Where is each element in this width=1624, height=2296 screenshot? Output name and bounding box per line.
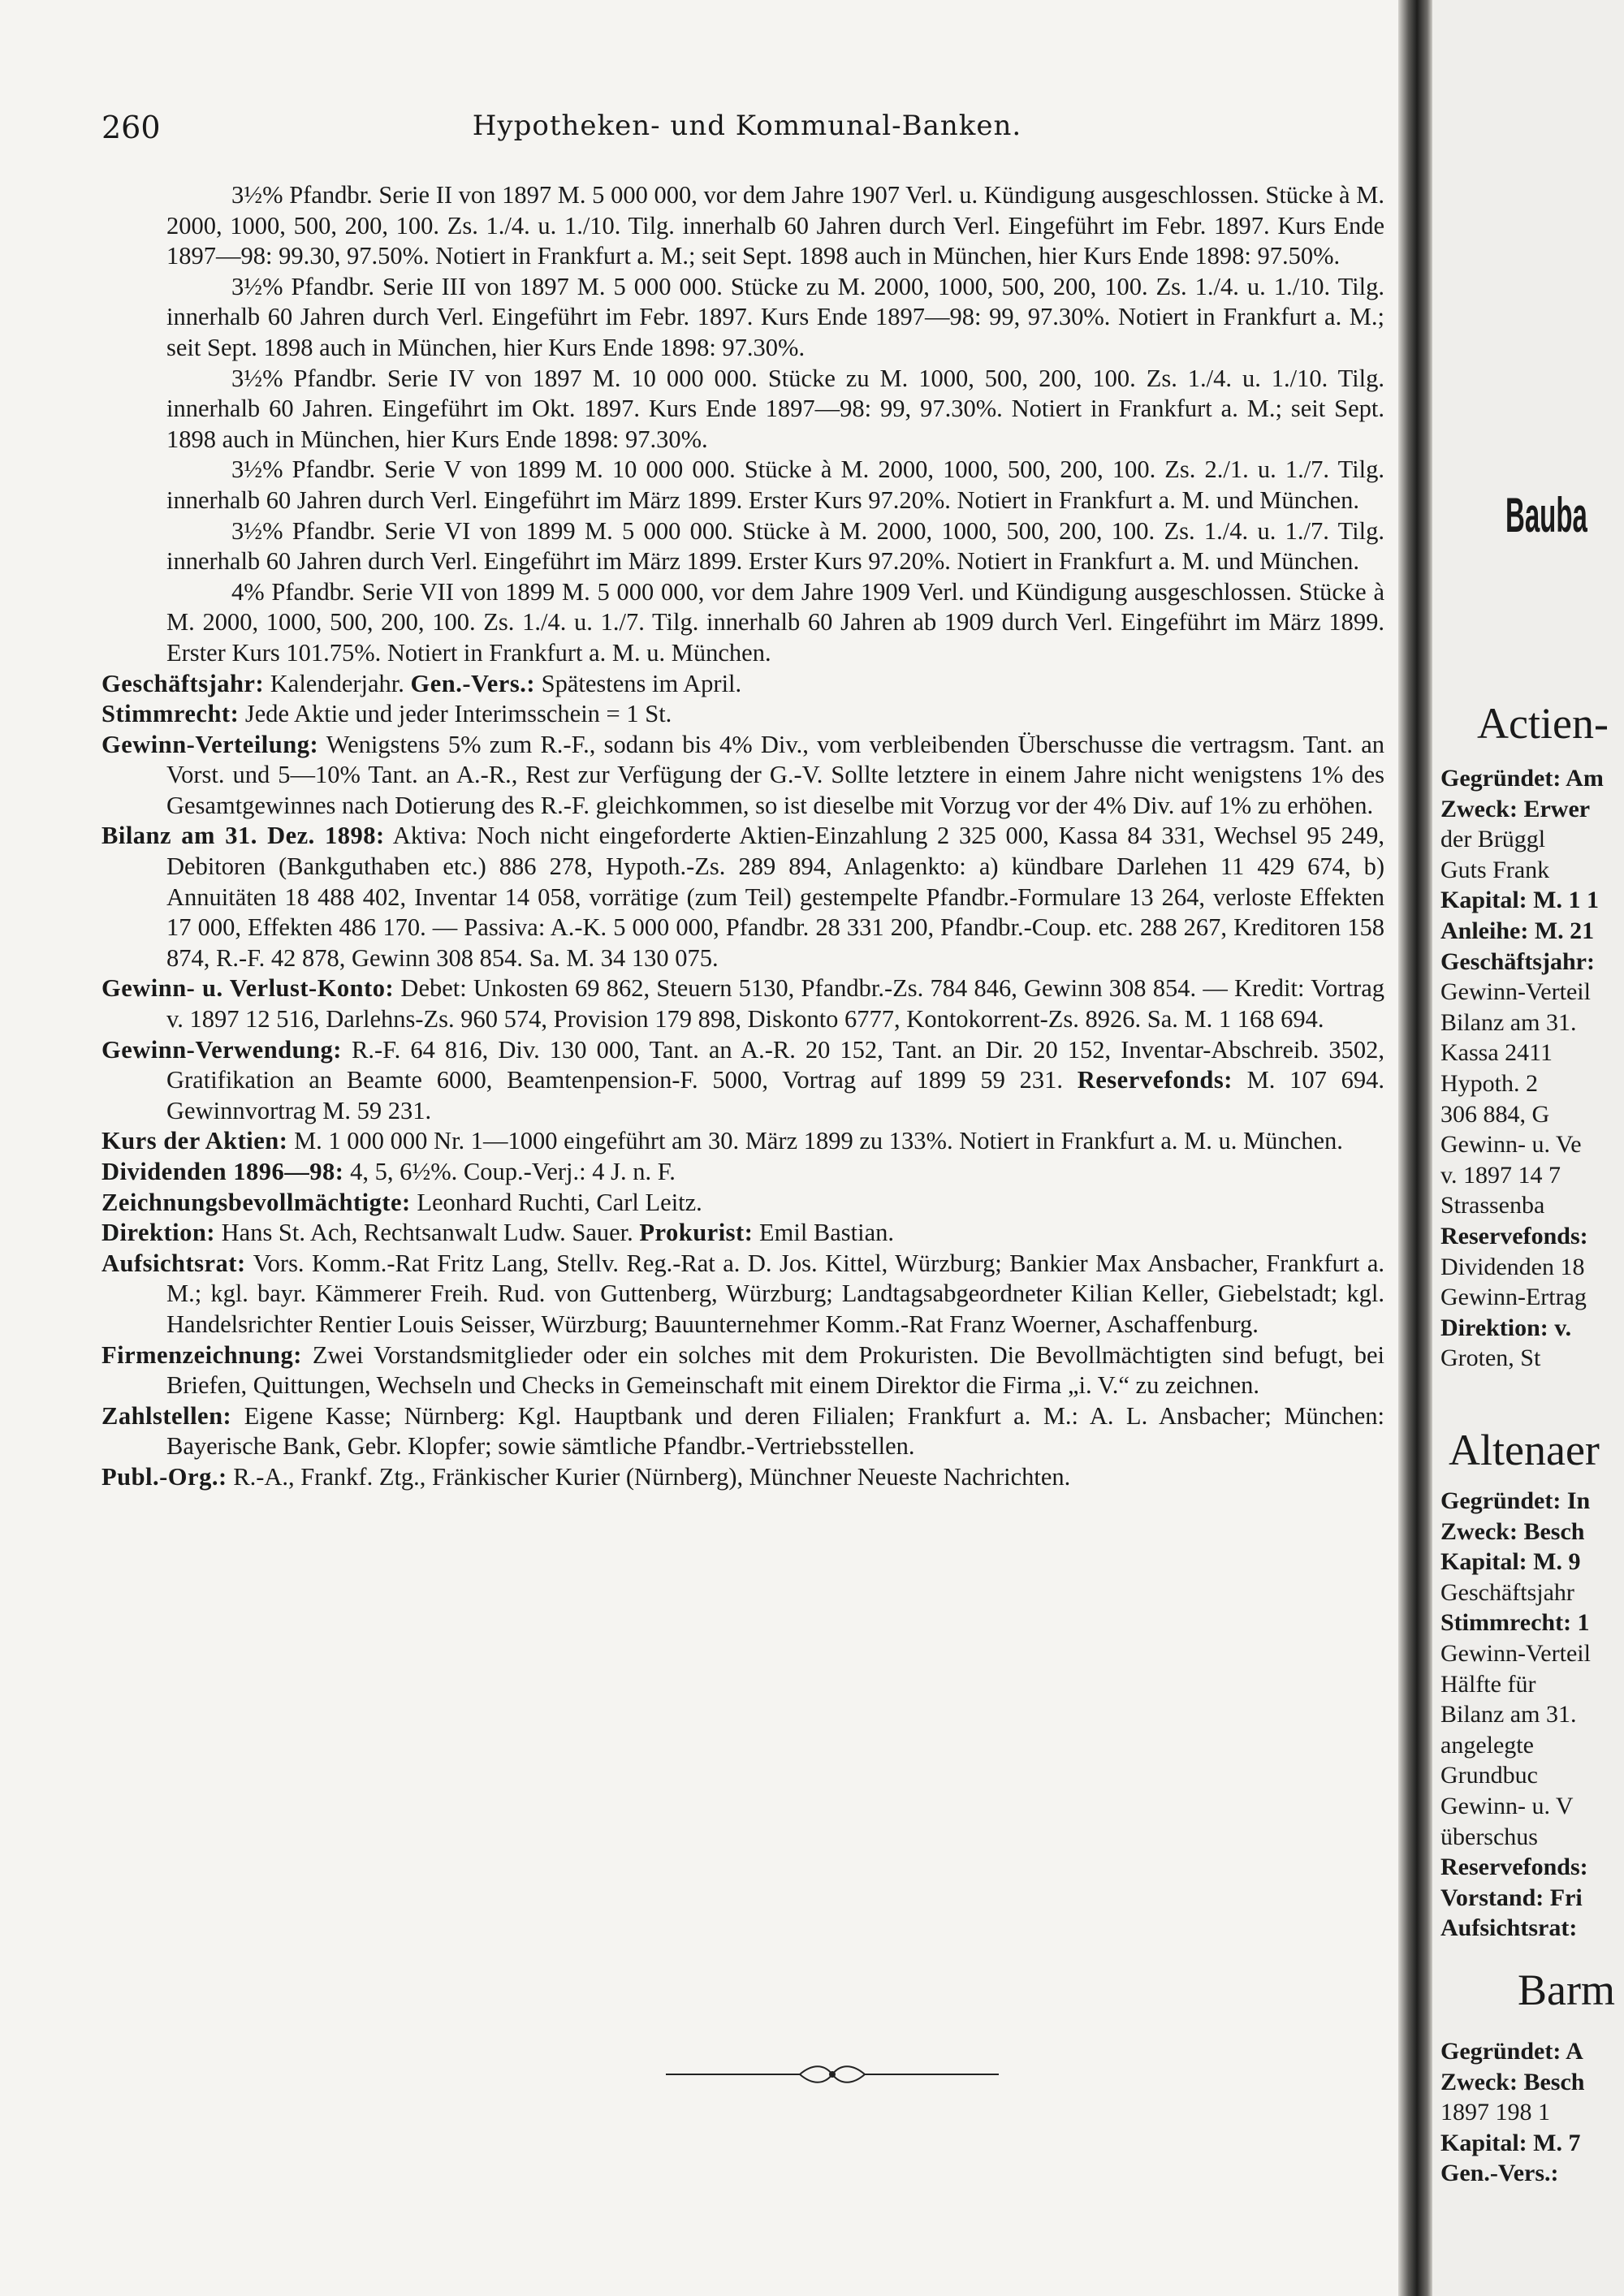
entry-text: M. 1 000 000 Nr. 1—1000 eingeführt am 30. März 1899 zu 133%. Notiert in Frankfurt a. M. u. München. — [294, 1127, 1343, 1155]
entry-label: Zeichnungsbevollmächtigte: — [102, 1188, 411, 1216]
entry-text: R.-A., Frankf. Ztg., Fränkischer Kurier (Nürnberg), Münchner Neueste Nachrichten. — [233, 1462, 1071, 1491]
pfandbrief-serie-3: 3½% Pfandbr. Serie III von 1897 M. 5 000 000. Stücke zu M. 2000, 1000, 500, 200, 100. Zs. 1./4. u. 1./10. Tilg. innerhalb 60 Jahren durch Verl. Eingeführt im Febr. 1897. Kurs Ende 1897—98: 99, 97.30%. Notiert in Frankfurt a. M.; seit Sept. 1898 auch in München, hier Kurs Ende 1898: 97.30%. — [166, 272, 1384, 361]
right-page-line: Aufsichtsrat: — [1440, 1914, 1578, 1942]
entry-label: Gen.-Vers.: — [410, 669, 535, 697]
pfandbrief-serie-2: 3½% Pfandbr. Serie II von 1897 M. 5 000 000, vor dem Jahre 1907 Verl. u. Kündigung ausgeschlossen. Stücke à M. 2000, 1000, 500, 200, 100. Zs. 1./4. u. 1./10. Tilg. innerhalb 60 Jahren durch Verl. Eingeführt im Febr. 1897. Kurs Ende 1897—98: 99.30, 97.50%. Notiert in Frankfurt a. M.; seit Sept. 1898 auch in München, hier Kurs Ende 1898: 97.50%. — [166, 181, 1384, 270]
entry-gewinn-verwendung — [102, 1035, 1384, 1127]
right-page-line: Vorstand: Fri — [1440, 1884, 1583, 1911]
entry-label: Gewinn- u. Verlust-Konto: — [102, 974, 395, 1003]
right-heading-1: Bauba — [1505, 488, 1587, 542]
ornament-divider — [666, 2062, 999, 2087]
entry-text: Leonhard Ruchti, Carl Leitz. — [417, 1188, 702, 1216]
right-heading-2: Actien- — [1477, 699, 1609, 748]
page-number: 260 — [102, 110, 161, 145]
entry-text: Zwei Vorstandsmitglieder oder ein solches mit dem Prokuristen. Die Bevollmächtigten sind befugt, bei Briefen, Quittungen, Wechseln und Checks in Gemeinschaft mit einem Direktor die Firma „i. V.“ zu zeichnen. — [166, 1340, 1385, 1400]
entry-text: Eigene Kasse; Nürnberg: Kgl. Hauptbank und deren Filialen; Frankfurt a. M.: A. L. Ansbacher; München: Bayerische Bank, Gebr. Klopfer; sowie sämtliche Pfandbr.-Vertriebsstellen. — [166, 1401, 1384, 1461]
right-page-line: 306 884, G — [1440, 1100, 1550, 1128]
entry-label: Publ.-Org.: — [102, 1462, 227, 1491]
right-page-line: Groten, St — [1440, 1344, 1541, 1372]
pfandbrief-serie-7: 4% Pfandbr. Serie VII von 1899 M. 5 000 000, vor dem Jahre 1909 Verl. und Kündigung ausgeschlossen. Stücke à M. 2000, 1000, 500, 200, 100. Zs. 1./4. u. 1./7. Tilg. innerhalb 60 Jahren ab 1909 durch Verl. Eingeführt im März 1899. Erster Kurs 101.75%. Notiert in Frankfurt a. M. u. München. — [166, 577, 1384, 667]
entry-bilanz — [102, 821, 1384, 973]
right-page-line: Gewinn- u. Ve — [1440, 1131, 1582, 1159]
right-page-line: Reservefonds: — [1440, 1854, 1588, 1881]
right-page-line: Kapital: M. 9 — [1440, 1548, 1581, 1576]
right-page-line: Gewinn- u. V — [1440, 1793, 1574, 1819]
right-page-line: Gegründet: In — [1440, 1487, 1591, 1514]
entry-label: Bilanz am 31. Dez. 1898: — [102, 822, 385, 850]
pfandbrief-serie-4: 3½% Pfandbr. Serie IV von 1897 M. 10 000 000. Stücke zu M. 1000, 500, 200, 100. Zs. 1./4. u. 1./10. Tilg. innerhalb 60 Jahren. Eingeführt im Okt. 1897. Kurs Ende 1897—98: 99, 97.30%. Notiert in Frankfurt a. M.; seit Sept. 1898 auch in München, hier Kurs Ende 1898: 97.30%. — [166, 364, 1384, 453]
entry-label: Gewinn-Verwendung: — [102, 1035, 342, 1064]
pfandbrief-serie-5: 3½% Pfandbr. Serie V von 1899 M. 10 000 000. Stücke à M. 2000, 1000, 500, 200, 100. Zs. 2./1. u. 1./7. Tilg. innerhalb 60 Jahren durch Verl. Eingeführt im März 1899. Erster Kurs 97.20%. Notiert in Frankfurt a. M. und München. — [166, 455, 1384, 514]
right-page — [1432, 0, 1624, 2296]
right-page-line: Reservefonds: — [1440, 1223, 1588, 1249]
entry-kurs-der-aktien — [102, 1126, 1384, 1157]
entry-firmenzeichnung — [102, 1340, 1384, 1401]
body-text — [102, 180, 1384, 1493]
right-page-line: Gen.-Vers.: — [1440, 2160, 1559, 2187]
entry-label: Gewinn-Verteilung: — [102, 730, 319, 758]
right-page-line: Gewinn-Verteil — [1440, 978, 1591, 1006]
right-page-line: Hypoth. 2 — [1440, 1070, 1538, 1097]
entry-geschaeftsjahr — [102, 669, 1384, 700]
right-heading-4: Barm — [1518, 1966, 1615, 2014]
right-page-line: überschus — [1440, 1823, 1538, 1850]
entry-text: Hans St. Ach, Rechtsanwalt Ludw. Sauer. — [221, 1219, 633, 1247]
entry-label: Geschäftsjahr: — [102, 669, 265, 697]
entry-zahlstellen — [102, 1401, 1384, 1462]
right-page-line: Zweck: Besch — [1440, 1517, 1585, 1545]
right-page-line: Zweck: Erwer — [1440, 795, 1591, 822]
entry-gewinn-verlust-konto — [102, 973, 1384, 1034]
book-gutter — [1398, 0, 1432, 2296]
entry-text: Emil Bastian. — [759, 1219, 895, 1247]
right-heading-3: Altenaer — [1449, 1426, 1600, 1474]
entry-publ-org — [102, 1462, 1384, 1493]
right-page-line: Stimmrecht: 1 — [1440, 1609, 1590, 1637]
right-page-line: Gegründet: Am — [1440, 765, 1604, 792]
right-page-line: 1897 198 1 — [1440, 2099, 1550, 2126]
right-page-line: Kassa 2411 — [1440, 1039, 1553, 1067]
right-page-line: v. 1897 14 7 — [1440, 1161, 1561, 1189]
right-page-line: Strassenba — [1440, 1192, 1545, 1219]
page-title: Hypotheken- und Kommunal-Banken. — [472, 110, 1022, 142]
entry-label: Stimmrecht: — [102, 700, 240, 728]
right-page-line: Kapital: M. 7 — [1440, 2129, 1581, 2156]
entry-text: Debet: Unkosten 69 862, Steuern 5130, Pfandbr.-Zs. 784 846, Gewinn 308 854. — Kredit: Vortrag v. 1897 12 516, Darlehns-Zs. 960 574, Provision 179 898, Diskonto 6777, Kontokorrent-Zs. 8926. Sa. M. 1 168 694. — [166, 974, 1384, 1034]
entry-text: Wenigstens 5% zum R.-F., sodann bis 4% Div., vom verbleibenden Überschusse die vertragsm. Tant. an Vorst. und 5—10% Tant. an A.-R., Rest zur Verfügung der G.-V. Sollte letztere in einem Jahre nicht wenigstens 1% des Gesamtgewinnes nach Dotierung des R.-F. gleichkommen, so ist dieselbe mit Vorzug vor der 4% Div. auf 1% zu erhöhen. — [166, 730, 1384, 819]
right-page-line: Zweck: Besch — [1440, 2068, 1585, 2095]
entry-zeichnungsbevollmaechtigte — [102, 1188, 1384, 1219]
right-page-line: Bilanz am 31. — [1440, 1008, 1577, 1036]
right-page-line: Geschäftsjahr: — [1440, 947, 1595, 975]
right-page-line: angelegte — [1440, 1731, 1534, 1759]
right-page-line: Gewinn-Verteil — [1440, 1640, 1591, 1667]
entry-label: Direktion: — [102, 1219, 215, 1247]
entry-label: Firmenzeichnung: — [102, 1340, 302, 1369]
entry-stimmrecht — [102, 699, 1384, 730]
entry-label: Dividenden 1896—98: — [102, 1158, 344, 1185]
right-page-line: der Brüggl — [1440, 826, 1546, 853]
entry-label: Kurs der Aktien: — [102, 1127, 288, 1155]
right-page-line: Gewinn-Ertrag — [1440, 1284, 1587, 1311]
entry-gewinn-verteilung — [102, 730, 1384, 822]
entry-text: 4, 5, 6½%. Coup.-Verj.: 4 J. n. F. — [350, 1158, 676, 1185]
running-head — [102, 110, 1393, 150]
entry-direktion — [102, 1218, 1384, 1249]
entry-label: Reservefonds: — [1077, 1066, 1233, 1094]
right-page-line: Grundbuc — [1440, 1762, 1538, 1789]
pfandbrief-serie-6: 3½% Pfandbr. Serie VI von 1899 M. 5 000 000. Stücke à M. 2000, 1000, 500, 200, 100. Zs. 1./4. u. 1./7. Tilg. innerhalb 60 Jahren durch Verl. Eingeführt im März 1899. Erster Kurs 97.20%. Notiert in Frankfurt a. M. und München. — [166, 516, 1384, 576]
entry-label: Prokurist: — [639, 1219, 754, 1247]
entry-dividenden — [102, 1157, 1384, 1188]
entry-text: R.-F. 64 816, Div. 130 000, Tant. an A.-R. 20 152, Tant. an Dir. 20 152, Inventar-Abschreib. 3502, Gratifikation an Beamte 6000, Beamtenpension-F. 5000, Vortrag auf 1899 59 231. — [166, 1035, 1384, 1094]
right-page-line: Guts Frank — [1440, 856, 1550, 883]
right-page-line: Direktion: v. — [1440, 1314, 1572, 1341]
right-page-line: Geschäftsjahr — [1440, 1578, 1574, 1606]
right-page-line: Bilanz am 31. — [1440, 1701, 1577, 1728]
entry-aufsichtsrat — [102, 1249, 1384, 1340]
entry-text: Vors. Komm.-Rat Fritz Lang, Stellv. Reg.-Rat a. D. Jos. Kittel, Würzburg; Bankier Max Ansbacher, Frankfurt a. M.; kgl. bayr. Kämmerer Freih. Rud. von Guttenberg, Würzburg; Landtagsabgeordneter Kilian Keller, Giebelstadt; kgl. Handelsrichter Rentier Louis Seisser, Würzburg; Bauunternehmer Komm.-Rat Franz Woerner, Aschaffenburg. — [166, 1249, 1385, 1338]
entry-label: Zahlstellen: — [102, 1401, 232, 1430]
entry-text: Aktiva: Noch nicht eingeforderte Aktien-Einzahlung 2 325 000, Kassa 84 331, Wechsel 95 249, Debitoren (Bankguthaben etc.) 886 278, Hypoth.-Zs. 289 894, Anlagenkto: a) kündbare Darlehen 11 429 674, b) Annuitäten 18 488 402, Inventar 14 058, vorrätige (zum Teil) gestempelte Pfandbr.-Formulare 13 264, verloste Effekten 17 000, Effekten 486 170. — Passiva: A.-K. 5 000 000, Pfandbr. 28 331 200, Pfandbr.-Coup. etc. 288 267, Kreditoren 158 874, R.-F. 42 878, Gewinn 308 854. Sa. M. 34 130 075. — [166, 822, 1384, 972]
right-page-line: Hälfte für — [1440, 1670, 1536, 1698]
entry-text: M. 107 694. Gewinnvortrag M. 59 231. — [166, 1066, 1385, 1124]
right-page-line: Anleihe: M. 21 — [1440, 917, 1595, 944]
right-page-line: Kapital: M. 1 1 — [1440, 887, 1599, 914]
entry-label: Aufsichtsrat: — [102, 1249, 246, 1277]
entry-text: Spätestens im April. — [541, 669, 742, 697]
right-page-line: Dividenden 18 — [1440, 1253, 1585, 1280]
right-page-line: Gegründet: A — [1440, 2038, 1583, 2065]
entry-text: Jede Aktie und jeder Interimsschein = 1 St. — [244, 700, 672, 728]
entry-text: Kalenderjahr. — [270, 669, 404, 697]
